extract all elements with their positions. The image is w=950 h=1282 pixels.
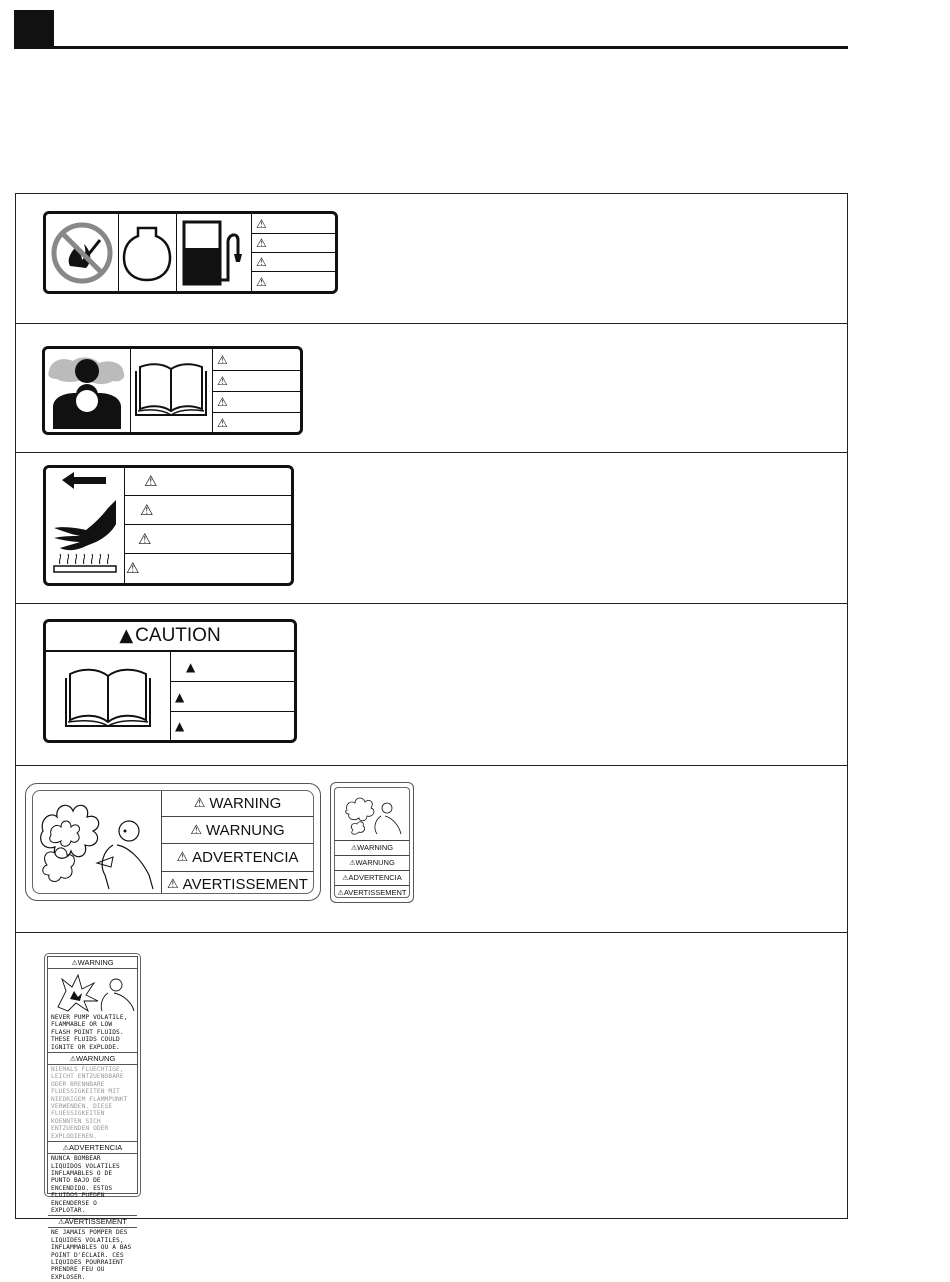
warning-row (212, 349, 300, 370)
row-divider (16, 452, 847, 453)
warning-row (212, 412, 300, 432)
warning-triangle-icon: ⚠ (256, 236, 267, 250)
manual-icon (46, 652, 170, 740)
warning-triangle-icon: ⚠ (217, 415, 228, 430)
decal-spray-small (330, 782, 414, 903)
fumes-inhalation-icon (45, 349, 130, 432)
warning-row (124, 524, 291, 553)
warning-triangle-icon: ⚠ (349, 859, 356, 867)
warning-triangle-icon: ⚠ (350, 844, 358, 852)
warning-label-es: ⚠ADVERTENCIA (335, 870, 409, 885)
decal-spray-large (25, 783, 321, 901)
fuel-pump-icon (176, 214, 251, 291)
warning-triangle-icon: ⚠ (62, 1144, 70, 1153)
warning-row (212, 370, 300, 391)
heading-en: ⚠WARNING (48, 957, 137, 969)
text-es: NUNCA BOMBEAR LIQUIDOS VOLATILES INFLAMABLES O DE PUNTO BAJO DE ENCENDIDO. ESTOS FLUIDOS PUEDEN ENCENDERSE O EXPLOTAR. (51, 1155, 120, 1214)
warning-triangle-icon: ⚠ (58, 1218, 65, 1227)
warning-row (212, 391, 300, 412)
warning-triangle-icon: ⚠ (256, 216, 267, 231)
warning-label-en: ⚠ WARNING (193, 795, 282, 812)
warning-row (124, 553, 291, 583)
warning-row (170, 652, 294, 681)
text-fr: NE JAMAIS POMPER DES LIQUIDES VOLATILES, INFLAMMABLES OU A BAS POINT D'ECLAIR. CES LIQUIDES POURRAIENT PRENDRE FEU OU EXPLOSER. (51, 1229, 132, 1281)
row-divider (16, 603, 847, 604)
warning-triangle-icon: ⚠ (217, 395, 228, 409)
warning-row (251, 252, 335, 271)
decal-fumes (42, 346, 303, 435)
warning-triangle-icon: ⚠ (69, 1055, 76, 1064)
decal-flammable-fluids (44, 953, 141, 1281)
caution-title: CAUTION (135, 625, 221, 646)
warning-triangle-icon: ⚠ (256, 274, 267, 289)
decal-fuel-fire (43, 211, 338, 294)
warning-triangle-icon: ⚠ (337, 889, 344, 897)
heading-fr: ⚠AVERTISSEMENT (48, 1215, 137, 1228)
hot-surface-hand-icon (46, 468, 124, 583)
warning-triangle-icon: ⚠ (140, 500, 154, 519)
warning-label-de: ⚠WARNUNG (335, 855, 409, 870)
decal-hot-surface (43, 465, 294, 586)
warning-triangle-icon: ⚠ (342, 874, 349, 882)
row-divider (16, 323, 847, 324)
warning-triangle-icon: ⚠ (256, 255, 267, 269)
warning-row (124, 495, 291, 524)
warning-triangle-icon: ⚠ (126, 559, 140, 577)
warning-label-de: ⚠ WARNUNG (162, 816, 313, 843)
spray-hazard-icon (341, 790, 405, 838)
warning-triangle-icon: ▲ (186, 659, 196, 674)
explosion-icon (48, 969, 139, 1013)
manual-icon (130, 349, 212, 432)
spray-hazard-icon (33, 791, 161, 895)
warning-row (170, 681, 294, 711)
text-de: NIEMALS FLUECHTIGE, LEICHT ENTZUENDBARE ODER BRENNBARE FLUESSIGKEITEN MIT NIEDRIGEM FLAMMPUNKT VERWENDEN. DIESE FLUESSIGKEITEN KOENNTEN SICH ENTZUENDEN ODER EXPLODIEREN. (51, 1066, 128, 1140)
warning-triangle-icon: ▲ (175, 719, 185, 733)
warning-row (170, 711, 294, 740)
heading-de: ⚠WARNUNG (48, 1052, 137, 1065)
warning-triangle-icon: ⚠ (176, 850, 189, 865)
warning-row (124, 468, 291, 495)
warning-triangle-icon: ⚠ (144, 472, 158, 490)
decal-table (15, 193, 848, 1281)
text-en: NEVER PUMP VOLATILE, FLAMMABLE OR LOW FLASH POINT FLUIDS. THESE FLUIDS COULD IGNITE OR EXPLODE. (51, 1014, 128, 1051)
warning-triangle-icon: ⚠ (217, 374, 228, 388)
warning-triangle-icon: ⚠ (138, 529, 152, 548)
warning-triangle-icon: ▲ (119, 625, 134, 646)
arrow-left-icon (62, 472, 106, 489)
section-marker (14, 10, 54, 48)
header-rule (14, 46, 848, 49)
warning-label-es: ⚠ ADVERTENCIA (162, 843, 313, 871)
warning-triangle-icon: ⚠ (217, 352, 228, 367)
warning-row (251, 233, 335, 252)
decal-caution-manual (43, 619, 297, 743)
warning-triangle-icon: ▲ (175, 689, 185, 704)
warning-row (251, 214, 335, 233)
warning-row (251, 271, 335, 291)
warning-label-fr: ⚠ AVERTISSEMENT (162, 871, 313, 897)
warning-triangle-icon: ⚠ (71, 959, 78, 967)
warning-triangle-icon: ⚠ (190, 822, 203, 838)
warning-triangle-icon: ⚠ (193, 796, 206, 811)
caution-header (46, 622, 294, 652)
heading-es: ⚠ADVERTENCIA (48, 1141, 137, 1154)
engine-icon (118, 214, 176, 291)
row-divider (16, 765, 847, 766)
warning-label-fr: ⚠AVERTISSEMENT (335, 885, 409, 900)
warning-label-en: ⚠WARNING (335, 840, 409, 855)
warning-triangle-icon: ⚠ (167, 877, 179, 892)
no-fire-icon (46, 214, 118, 291)
row-divider (16, 932, 847, 933)
